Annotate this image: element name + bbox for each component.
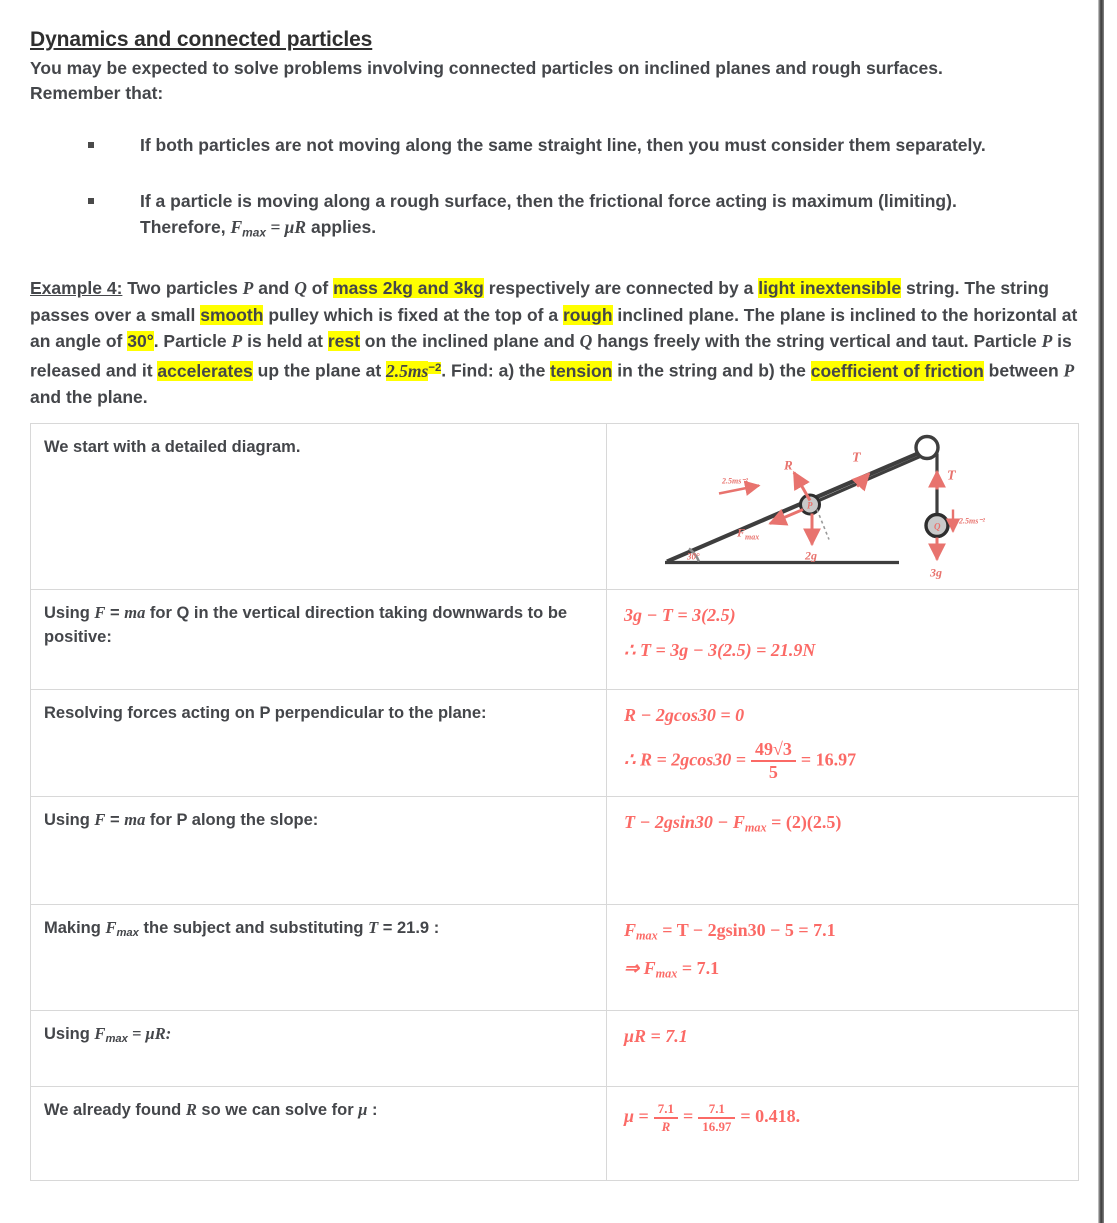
page-title: Dynamics and connected particles: [30, 28, 373, 51]
formula-mur: = μR: [265, 217, 307, 237]
table-cell-equations: [607, 689, 1079, 797]
example-t4: respectively are connected by a: [483, 278, 759, 299]
row2-symbol-f: F: [94, 602, 106, 622]
table-cell-equations: [607, 905, 1079, 1011]
equation-text: T − 2gsin30 − F: [624, 812, 745, 833]
row7-symbol-mu: μ: [358, 1100, 368, 1120]
symbol-q: Q: [294, 278, 307, 299]
fraction-denominator: R: [654, 1117, 678, 1134]
highlight-angle: 30°: [127, 331, 154, 352]
example-t13: up the plane at: [252, 360, 387, 381]
row5-subscript: max: [116, 927, 139, 940]
example-t15: in the string and b) the: [612, 360, 811, 381]
acceleration-p-label: 2.5ms⁻²: [722, 476, 748, 486]
bullet-text-1: If both particles are not moving along the same straight line, then you must consider them separately.: [140, 135, 986, 155]
symbol-q-2: Q: [579, 331, 593, 352]
highlight-rough: rough: [562, 304, 613, 325]
row5-symbol-f: F: [105, 918, 117, 938]
page-edge-margin: [1104, 0, 1117, 1223]
bullet-square-icon: [88, 142, 94, 148]
bullet-square-icon: [88, 198, 94, 204]
example-t8: . Particle: [153, 331, 232, 352]
table-cell-equations: [607, 797, 1079, 905]
tension-vertical-label: T: [947, 468, 956, 484]
table-row: [31, 905, 1079, 1011]
table-cell-description: [31, 1087, 607, 1181]
table-row: [31, 797, 1079, 905]
equation: [624, 920, 1065, 943]
highlight-accelerates: accelerates: [157, 360, 253, 381]
intro-paragraph: [30, 56, 1085, 106]
document-content: [30, 28, 1085, 1181]
row3-description: Resolving forces acting on P perpendicular to the plane:: [44, 703, 487, 722]
equation-equals-2: =: [682, 1106, 694, 1127]
equation-text: μR = 7.1: [624, 1026, 688, 1047]
symbol-p-2: P: [231, 331, 243, 352]
remember-bullet-list: [30, 132, 1085, 245]
equation-prefix: ∴ R = 2gcos30 =: [624, 749, 746, 770]
equation-suffix: = 16.97: [800, 749, 857, 770]
table-cell-equations: [607, 589, 1079, 689]
equation: [624, 812, 1065, 835]
row2-text-b: for Q in the vertical direction taking downwards to be positive:: [44, 603, 568, 646]
highlight-rest: rest: [327, 331, 360, 352]
bullet-text-2-after: applies.: [306, 217, 377, 237]
table-row: [31, 589, 1079, 689]
example-t5: string. The string passes over a small: [30, 278, 1049, 325]
acceleration-p-arrow: [719, 485, 759, 493]
example-t7: inclined plane. The plane is inclined to the horizontal at an angle of: [30, 304, 1078, 352]
equation-suffix: = (2)(2.5): [766, 812, 842, 833]
highlight-tension: tension: [550, 360, 613, 381]
equation: [624, 640, 1065, 661]
normal-force-label: R: [784, 457, 793, 473]
equation-equals-1: =: [638, 1106, 649, 1127]
highlight-light-inextensible: light inextensible: [758, 278, 902, 299]
row5-text-a: Making: [44, 919, 106, 938]
highlight-coefficient-friction: coefficient of friction: [810, 360, 984, 381]
table-cell-diagram: [607, 423, 1079, 589]
example-t1: Two particles: [122, 278, 243, 299]
example-t6: pulley which is fixed at the top of a: [263, 304, 563, 325]
row2-equals: =: [105, 603, 125, 622]
equation: [624, 958, 1065, 981]
equation-suffix: = T − 2gsin30 − 5 = 7.1: [657, 920, 836, 941]
row5-text-b: the subject and substituting: [138, 919, 369, 938]
row6-text-b: = μR:: [127, 1024, 172, 1044]
fraction: [751, 740, 796, 783]
highlight-acceleration-value: 2.5ms: [386, 360, 429, 381]
row6-text-a: Using: [44, 1025, 95, 1044]
equation-subscript: max: [636, 928, 658, 943]
table-row: [31, 689, 1079, 797]
table-row: [31, 1087, 1079, 1181]
highlight-acceleration-exponent: −2: [428, 361, 442, 374]
normal-force-arrow: [794, 472, 810, 500]
friction-force-label: F: [737, 525, 746, 540]
symbol-p-3: P: [1041, 331, 1053, 352]
example-t9: is held at: [242, 331, 328, 352]
working-table: [30, 423, 1079, 1182]
highlight-smooth: smooth: [200, 304, 264, 325]
table-row: [31, 423, 1079, 589]
equation-text: R − 2gcos30 = 0: [624, 704, 745, 725]
friction-force-subscript: max: [745, 532, 760, 542]
example-t11: hangs freely with the string vertical and taut. Particle: [592, 331, 1042, 352]
equation-symbol: F: [624, 920, 637, 941]
particle-q-label: Q: [934, 521, 941, 532]
fraction-denominator: 16.97: [698, 1117, 735, 1134]
example-t14: . Find: a) the: [441, 360, 551, 381]
row6-subscript: max: [105, 1033, 128, 1046]
example-t16: between: [983, 360, 1064, 381]
bullet-item-2: [30, 188, 1020, 245]
string-incline: [812, 456, 920, 503]
weight-q-label: 3g: [930, 565, 942, 580]
row2-symbol-ma: ma: [124, 602, 146, 622]
equation-result: = 0.418.: [740, 1106, 801, 1127]
table-cell-description: [31, 689, 607, 797]
table-cell-description: [31, 905, 607, 1011]
equation-subscript: max: [655, 966, 678, 981]
row4-equals: =: [105, 811, 125, 830]
row7-text-b: so we can solve for: [196, 1101, 359, 1120]
table-cell-equations: [607, 1011, 1079, 1087]
example-label: Example 4:: [30, 278, 123, 299]
fraction-numerator: 49√3: [754, 738, 792, 759]
intro-line-1: You may be expected to solve problems involving connected particles on inclined planes and rough surfaces.: [30, 58, 943, 78]
table-cell-description: [31, 589, 607, 689]
row2-text-a: Using: [44, 603, 95, 622]
equation: [624, 705, 1065, 726]
example-t17: and the plane.: [30, 387, 148, 408]
acceleration-q-label: 2.5ms⁻²: [959, 516, 985, 526]
formula-f-subscript: max: [242, 225, 266, 240]
bullet-item-1: [30, 132, 1020, 158]
fraction-numerator: 7.1: [657, 1101, 674, 1117]
fraction-numerator: 7.1: [708, 1101, 725, 1117]
angle-label: 30°: [687, 551, 700, 562]
row7-symbol-r: R: [185, 1100, 197, 1120]
equation-suffix: = 7.1: [677, 957, 720, 978]
equation-prefix: ⇒ F: [624, 957, 656, 978]
particle-p-label: P: [807, 500, 813, 511]
fraction-1: [654, 1102, 678, 1134]
intro-line-2: Remember that:: [30, 83, 164, 103]
row5-text-c: = 21.9 :: [378, 919, 440, 938]
row1-description: We start with a detailed diagram.: [44, 437, 301, 456]
row5-symbol-t: T: [368, 918, 379, 938]
weight-p-label: 2g: [805, 548, 817, 563]
equation-text: 3g − T = 3(2.5): [624, 604, 736, 625]
fraction-2: [698, 1102, 735, 1134]
row4-text-a: Using: [44, 811, 95, 830]
row4-text-b: for P along the slope:: [145, 811, 319, 830]
equation: [624, 1026, 1065, 1047]
equation-text: ∴ T = 3g − 3(2.5) = 21.9N: [624, 639, 816, 660]
perpendicular-guide: [817, 509, 829, 539]
table-cell-description: [31, 797, 607, 905]
incline-surface: [667, 449, 927, 561]
table-cell-description: [31, 1011, 607, 1087]
equation: [624, 605, 1065, 626]
force-diagram: [607, 424, 1078, 589]
formula-f: F: [230, 217, 243, 237]
fraction-denominator: 5: [751, 760, 796, 782]
symbol-p: P: [242, 278, 254, 299]
example-t10: on the inclined plane and: [359, 331, 580, 352]
example-paragraph: [30, 275, 1085, 410]
equation-subscript: max: [744, 820, 767, 835]
row7-text-c: :: [367, 1101, 378, 1120]
bullet-text-2-before: If a particle is moving along a rough surface, then the frictional force acting is maximum (limiting). Therefore,: [140, 191, 957, 237]
row4-symbol-ma: ma: [124, 810, 146, 830]
equation-symbol-mu: μ: [624, 1106, 635, 1127]
example-t3: of: [306, 278, 334, 299]
tension-incline-label: T: [852, 450, 861, 466]
row4-symbol-f: F: [94, 810, 106, 830]
highlight-mass: mass 2kg and 3kg: [333, 278, 484, 299]
table-cell-description: [31, 423, 607, 589]
symbol-p-4: P: [1063, 360, 1075, 381]
equation-fraction: [624, 1102, 1065, 1134]
equation-fraction: [624, 740, 1065, 783]
example-t2: and: [253, 278, 295, 299]
row6-symbol-f: F: [94, 1024, 106, 1044]
example-t12: is released and it: [30, 331, 1072, 381]
table-cell-equations: [607, 1087, 1079, 1181]
row7-text-a: We already found: [44, 1101, 186, 1120]
table-row: [31, 1011, 1079, 1087]
